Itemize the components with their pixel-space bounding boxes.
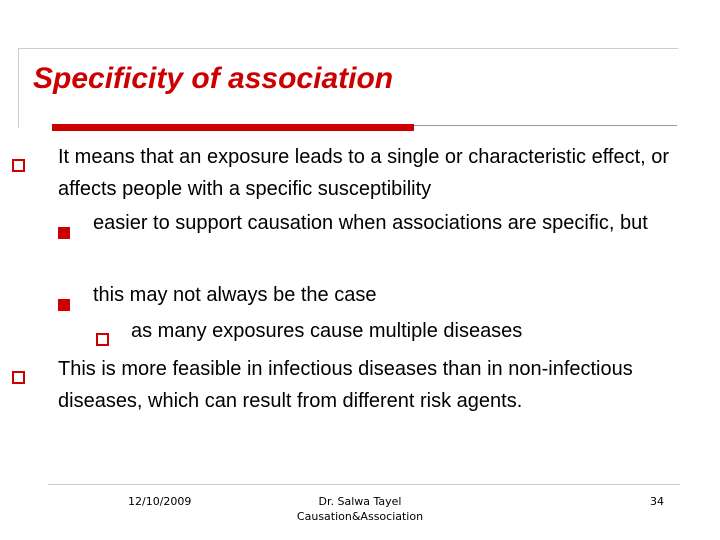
hollow-square-bullet-icon <box>12 150 25 182</box>
slide-title: Specificity of association <box>33 62 394 95</box>
bullet-2-text: This is more feasible in infectious diseases than in non-infectious diseases, which can result from different risk agents. <box>58 358 633 412</box>
hollow-square-bullet-icon <box>12 362 25 394</box>
bullet-1-2-1 <box>131 315 691 347</box>
title-underline-bar <box>52 124 414 131</box>
bullet-1 <box>58 141 708 205</box>
footer-date: 12/10/2009 <box>128 495 192 508</box>
bullet-1-1-text: easier to support causation when associations are specific, but <box>93 212 648 234</box>
filled-square-bullet-icon <box>58 289 70 321</box>
title-underline-rule <box>414 125 677 126</box>
bullet-1-2 <box>93 279 693 311</box>
footer-subject: Causation&Association <box>296 510 424 523</box>
hollow-square-bullet-icon <box>96 324 109 356</box>
bullet-2 <box>58 353 708 417</box>
frame-top-line <box>18 48 678 49</box>
footer-author: Dr. Salwa Tayel <box>318 495 402 508</box>
footer-rule <box>48 484 680 485</box>
filled-square-bullet-icon <box>58 217 70 249</box>
footer-center <box>270 494 450 524</box>
bullet-1-2-1-text: as many exposures cause multiple diseases <box>131 320 523 342</box>
frame-left-line <box>18 48 19 128</box>
bullet-1-1 <box>93 207 693 239</box>
footer-page-number: 34 <box>650 495 664 508</box>
bullet-1-2-text: this may not always be the case <box>93 284 377 306</box>
bullet-1-text: It means that an exposure leads to a single or characteristic effect, or affects people with a specific susceptibility <box>58 146 670 200</box>
